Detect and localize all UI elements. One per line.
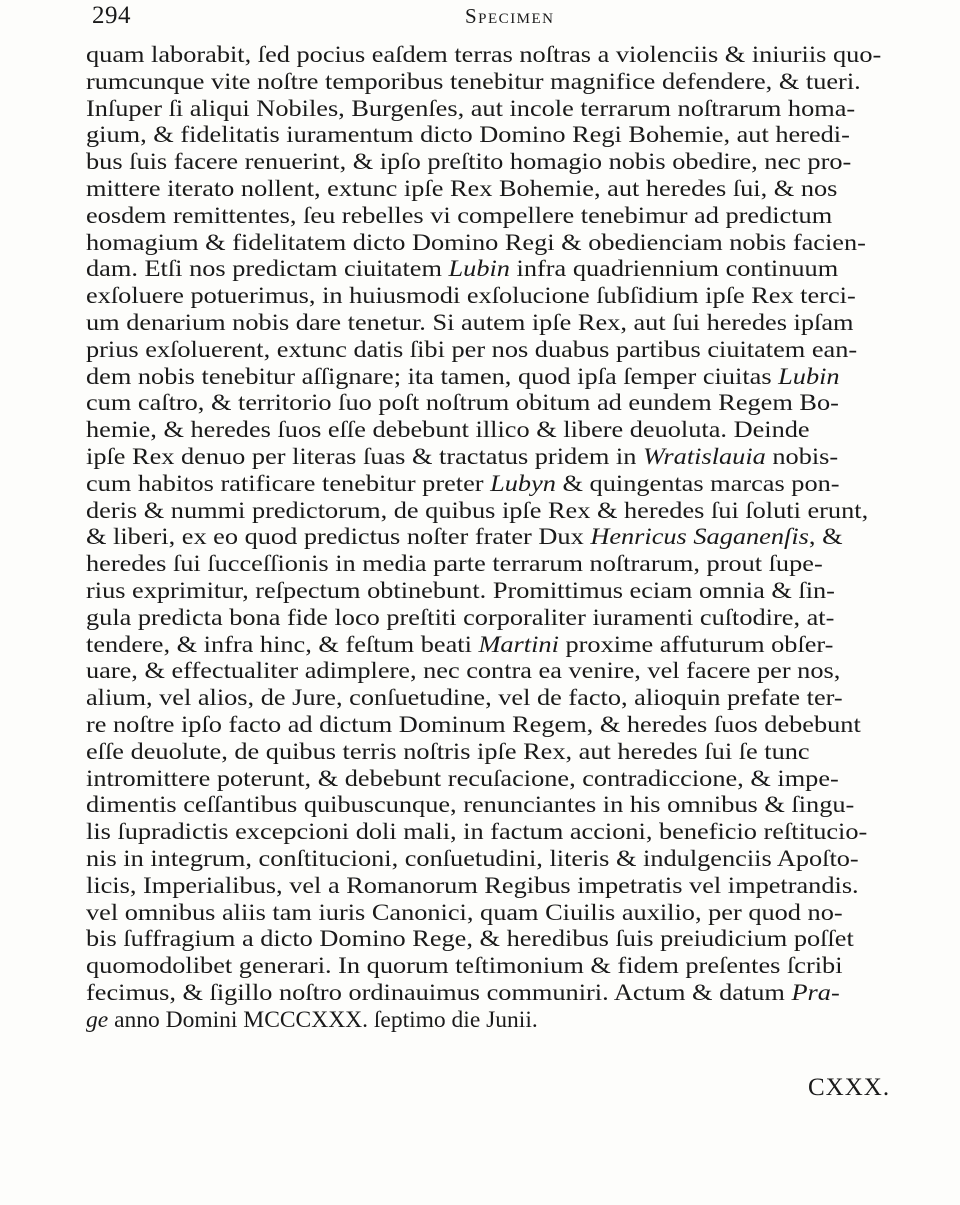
line-text: licis, Imperialibus, vel a Romanorum Regibus impetratis vel impetrandis. bbox=[86, 872, 859, 899]
line-text: eſſe deuolute, de quibus terris noſtris ipſe Rex, aut heredes ſui ſe tunc bbox=[86, 738, 810, 765]
italic-name: Lubin bbox=[778, 363, 840, 390]
line-text: lis ſupradictis excepcioni doli mali, in factum accioni, beneficio reſtitucio- bbox=[86, 819, 868, 846]
line-text: re noſtre ipſo facto ad dictum Dominum Regem, & heredes ſuos debebunt bbox=[86, 712, 861, 738]
line-text: dimentis ceſſantibus quibuscunque, renunciantes in his omnibus & ſingu- bbox=[86, 792, 855, 819]
text-line bbox=[86, 578, 835, 604]
text-line bbox=[86, 524, 843, 550]
text-line bbox=[86, 658, 840, 684]
text-line bbox=[86, 685, 843, 711]
text-line bbox=[86, 69, 861, 95]
italic-name: Martini bbox=[478, 631, 559, 658]
text-line bbox=[86, 390, 839, 416]
line-text: eosdem remittentes, ſeu rebelles vi compellere tenebimur ad predictum bbox=[86, 202, 833, 229]
line-text: dam. Etſi nos predictam ciuitatem bbox=[86, 256, 449, 283]
line-text: exſoluere potuerimus, in huiusmodi exſolucione ſubſidium ipſe Rex terci- bbox=[86, 283, 856, 310]
line-text: quomodolibet generari. In quorum teſtimonium & fidem preſentes ſcribi bbox=[86, 953, 843, 980]
text-line bbox=[86, 122, 850, 148]
text-line bbox=[86, 605, 834, 631]
line-text: Inſuper ſi aliqui Nobiles, Burgenſes, aut incole terrarum noſtrarum homa- bbox=[86, 95, 856, 122]
text-line bbox=[86, 471, 840, 497]
running-head: Specimen bbox=[465, 4, 555, 28]
italic-name: Lubin bbox=[448, 256, 510, 283]
italic-name: Wratislauia bbox=[642, 444, 766, 470]
line-text: um denarium nobis dare tenetur. Si autem ipſe Rex, aut ſui heredes ipſam bbox=[86, 310, 854, 336]
text-line bbox=[86, 739, 810, 765]
line-text: gula predicta bona fide loco preſtiti corporaliter iuramenti cuſtodire, at- bbox=[86, 604, 835, 631]
text-line bbox=[86, 498, 868, 524]
line-text: gium, & fidelitatis iuramentum dicto Domino Regi Bohemie, aut heredi- bbox=[86, 122, 850, 149]
line-text-continued: infra quadriennium continuum bbox=[509, 256, 839, 283]
text-line bbox=[86, 444, 838, 470]
text-line bbox=[86, 846, 859, 872]
text-line bbox=[86, 203, 832, 229]
line-text: cum habitos ratificare tenebitur preter bbox=[86, 470, 491, 497]
line-text: prius exſoluerent, extunc datis ſibi per nos duabus partibus ciuitatem ean- bbox=[86, 336, 858, 363]
line-text: quam laborabit, ſed pocius eaſdem terras noſtras a violenciis & iniuriis quo- bbox=[86, 42, 882, 68]
italic-name: Henricus Saganenſis bbox=[590, 524, 809, 551]
line-text: ipſe Rex denuo per literas ſuas & tractatus pridem in bbox=[86, 444, 643, 470]
text-line bbox=[86, 980, 840, 1006]
text-line bbox=[86, 310, 853, 336]
italic-name: Lubyn bbox=[490, 470, 556, 497]
line-text: homagium & fidelitatem dicto Domino Regi & obedienciam nobis facien- bbox=[86, 229, 866, 256]
line-text: rumcunque vite noſtre temporibus tenebitur magnifice defendere, & tueri. bbox=[86, 68, 861, 95]
text-line bbox=[86, 819, 867, 845]
text-line bbox=[86, 873, 859, 899]
text-line bbox=[86, 417, 810, 443]
line-text: mittere iterato nollent, extunc ipſe Rex Bohemie, aut heredes ſui, & nos bbox=[86, 176, 838, 202]
page-number: 294 bbox=[92, 2, 131, 29]
text-line bbox=[86, 953, 843, 979]
text-line bbox=[86, 364, 840, 390]
text-line bbox=[86, 256, 838, 282]
text-line bbox=[86, 176, 837, 202]
text-line bbox=[86, 792, 854, 818]
text-line bbox=[86, 283, 856, 309]
section-number: CXXX. bbox=[808, 1074, 891, 1101]
line-text: deris & nummi predictorum, de quibus ipſe Rex & heredes ſui ſoluti erunt, bbox=[86, 497, 869, 524]
line-text-continued: & quingentas marcas pon- bbox=[555, 470, 840, 497]
line-text: & liberi, ex eo quod predictus noſter frater Dux bbox=[86, 524, 591, 551]
text-line bbox=[86, 926, 854, 952]
line-text: nis in integrum, conſtitucioni, conſuetudini, literis & indulgenciis Apoſto- bbox=[86, 846, 859, 872]
text-line bbox=[86, 149, 851, 175]
italic-name: Pra- bbox=[791, 980, 840, 1006]
line-text-continued: nobis- bbox=[765, 444, 839, 470]
text-line bbox=[86, 712, 861, 738]
text-line bbox=[86, 337, 857, 363]
line-text: hemie, & heredes ſuos eſſe debebunt illico & libere deuoluta. Deinde bbox=[86, 417, 810, 444]
line-text-continued: proxime affuturum obſer- bbox=[558, 631, 834, 658]
line-text: bus ſuis facere renuerint, & ipſo preſtito homagio nobis obedire, nec pro- bbox=[86, 149, 852, 176]
text-line bbox=[86, 766, 839, 792]
line-text: intromittere poterunt, & debebunt recuſacione, contradiccione, & impe- bbox=[86, 765, 839, 792]
line-text: rius exprimitur, reſpectum obtinebunt. Promittimus eciam omnia & ſin- bbox=[86, 578, 835, 604]
line-text: uare, & effectualiter adimplere, nec contra ea venire, vel facere per nos, bbox=[86, 658, 841, 685]
line-text: heredes ſui ſucceſſionis in media parte terrarum noſtrarum, prout ſupe- bbox=[86, 551, 823, 578]
line-text: tendere, & infra hinc, & feſtum beati bbox=[86, 631, 479, 658]
text-line bbox=[86, 1007, 538, 1033]
line-text: alium, vel alios, de Jure, conſuetudine, vel de facto, alioquin prefate ter- bbox=[86, 685, 843, 712]
line-text-continued: anno Domini MCCCXXX. ſeptimo die Junii. bbox=[108, 1006, 538, 1033]
text-line bbox=[86, 632, 833, 658]
line-text-continued: , & bbox=[808, 524, 843, 551]
line-text: fecimus, & ſigillo noſtro ordinauimus communiri. Actum & datum bbox=[86, 980, 792, 1006]
text-line bbox=[86, 42, 881, 68]
line-text: bis ſuffragium a dicto Domino Rege, & heredibus ſuis preiudicium poſſet bbox=[86, 926, 854, 953]
text-line bbox=[86, 230, 866, 256]
italic-name: ge bbox=[86, 1006, 109, 1033]
line-text: dem nobis tenebitur aſſignare; ita tamen, quod ipſa ſemper ciuitas bbox=[86, 363, 779, 390]
text-line bbox=[86, 551, 823, 577]
line-text: cum caſtro, & territorio ſuo poſt noſtrum obitum ad eundem Regem Bo- bbox=[86, 390, 839, 417]
text-line bbox=[86, 96, 855, 122]
line-text: vel omnibus aliis tam iuris Canonici, quam Ciuilis auxilio, per quod no- bbox=[86, 899, 843, 926]
text-line bbox=[86, 900, 843, 926]
